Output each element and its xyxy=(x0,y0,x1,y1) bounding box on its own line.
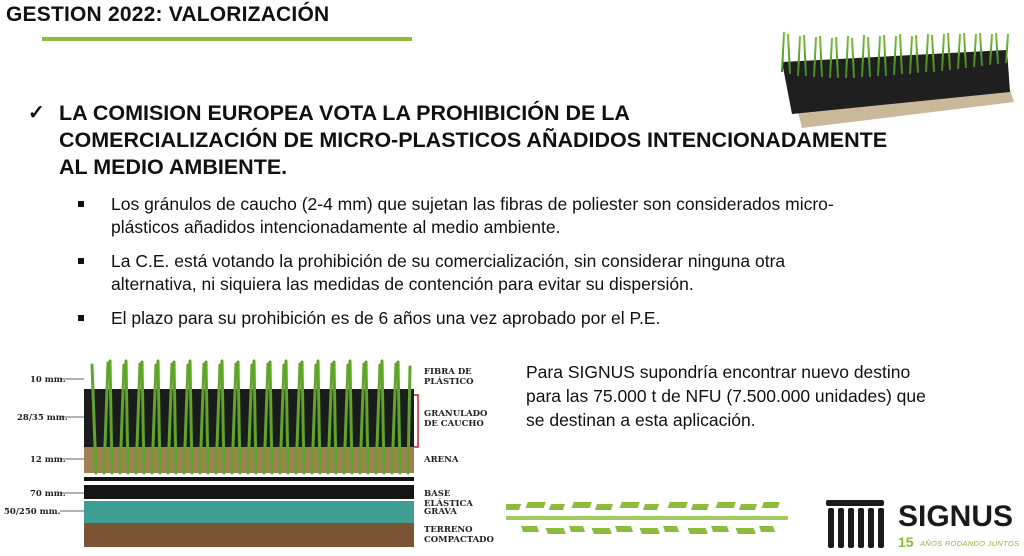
list-item xyxy=(78,250,958,296)
list-item xyxy=(78,307,958,330)
signus-note-line: para las 75.000 t de NFU (7.500.000 unidades) que xyxy=(526,386,926,406)
list-item xyxy=(78,193,958,239)
diagram-label: GRAVA xyxy=(424,507,457,517)
diagram-label: PLÁSTICO xyxy=(424,377,474,387)
tire-tread-graphic xyxy=(506,496,788,544)
logo-tagline: AÑOS RODANDO JUNTOS xyxy=(920,539,1020,548)
signus-note-line: se destinan a esta aplicación. xyxy=(526,410,756,430)
logo-anniversary-number: 15 xyxy=(898,534,914,550)
diagram-label: BASE ELÁSTICA xyxy=(424,489,473,509)
bullet-line: Los gránulos de caucho (2-4 mm) que sujetan las fibras de poliester son considerados micro- xyxy=(111,194,834,214)
signus-note-line: Para SIGNUS supondría encontrar nuevo destino xyxy=(526,362,911,382)
turf-layers-diagram xyxy=(0,355,500,555)
bullet-line: plásticos añadidos intencionadamente al medio ambiente. xyxy=(111,217,561,237)
bullet-list xyxy=(78,193,958,341)
bullet-line: El plazo para su prohibición es de 6 años una vez aprobado por el P.E. xyxy=(111,308,661,328)
diagram-label: FIBRA DE xyxy=(424,367,472,377)
diagram-label: 28/35 mm. xyxy=(17,413,68,423)
diagram-label: ARENA xyxy=(424,455,459,465)
diagram-label: 10 mm. xyxy=(30,375,66,385)
diagram-label: DE CAUCHO xyxy=(424,419,484,429)
headline-line-2: COMERCIALIZACIÓN DE MICRO-PLASTICOS AÑADIDOS INTENCIONADAMENTE xyxy=(59,128,888,152)
title-underline xyxy=(42,37,412,41)
bullet-square-icon xyxy=(78,201,84,207)
headline xyxy=(28,100,958,181)
diagram-label: 12 mm. xyxy=(30,455,66,465)
headline-line-3: AL MEDIO AMBIENTE. xyxy=(59,155,288,179)
diagram-label: 70 mm. xyxy=(30,489,66,499)
headline-line-1: LA COMISION EUROPEA VOTA LA PROHIBICIÓN DE LA xyxy=(59,101,630,125)
diagram-label: TERRENO xyxy=(424,525,473,535)
diagram-label: 50/250 mm. xyxy=(4,507,61,517)
check-icon: ✓ xyxy=(28,102,45,124)
bullet-line: La C.E. está votando la prohibición de su comercialización, sin considerar ninguna otra xyxy=(111,251,786,271)
signus-logo xyxy=(820,498,1020,556)
signus-tire-icon xyxy=(820,498,890,554)
logo-name: SIGNUS xyxy=(898,500,1014,533)
bullet-line: alternativa, ni siquiera las medidas de contención para evitar su dispersión. xyxy=(111,274,694,294)
diagram-label: GRANULADO xyxy=(424,409,488,419)
bullet-square-icon xyxy=(78,258,84,264)
diagram-label: COMPACTADO xyxy=(424,535,494,545)
signus-note xyxy=(526,360,1006,432)
bullet-square-icon xyxy=(78,315,84,321)
page-title: GESTION 2022: VALORIZACIÓN xyxy=(6,3,330,26)
